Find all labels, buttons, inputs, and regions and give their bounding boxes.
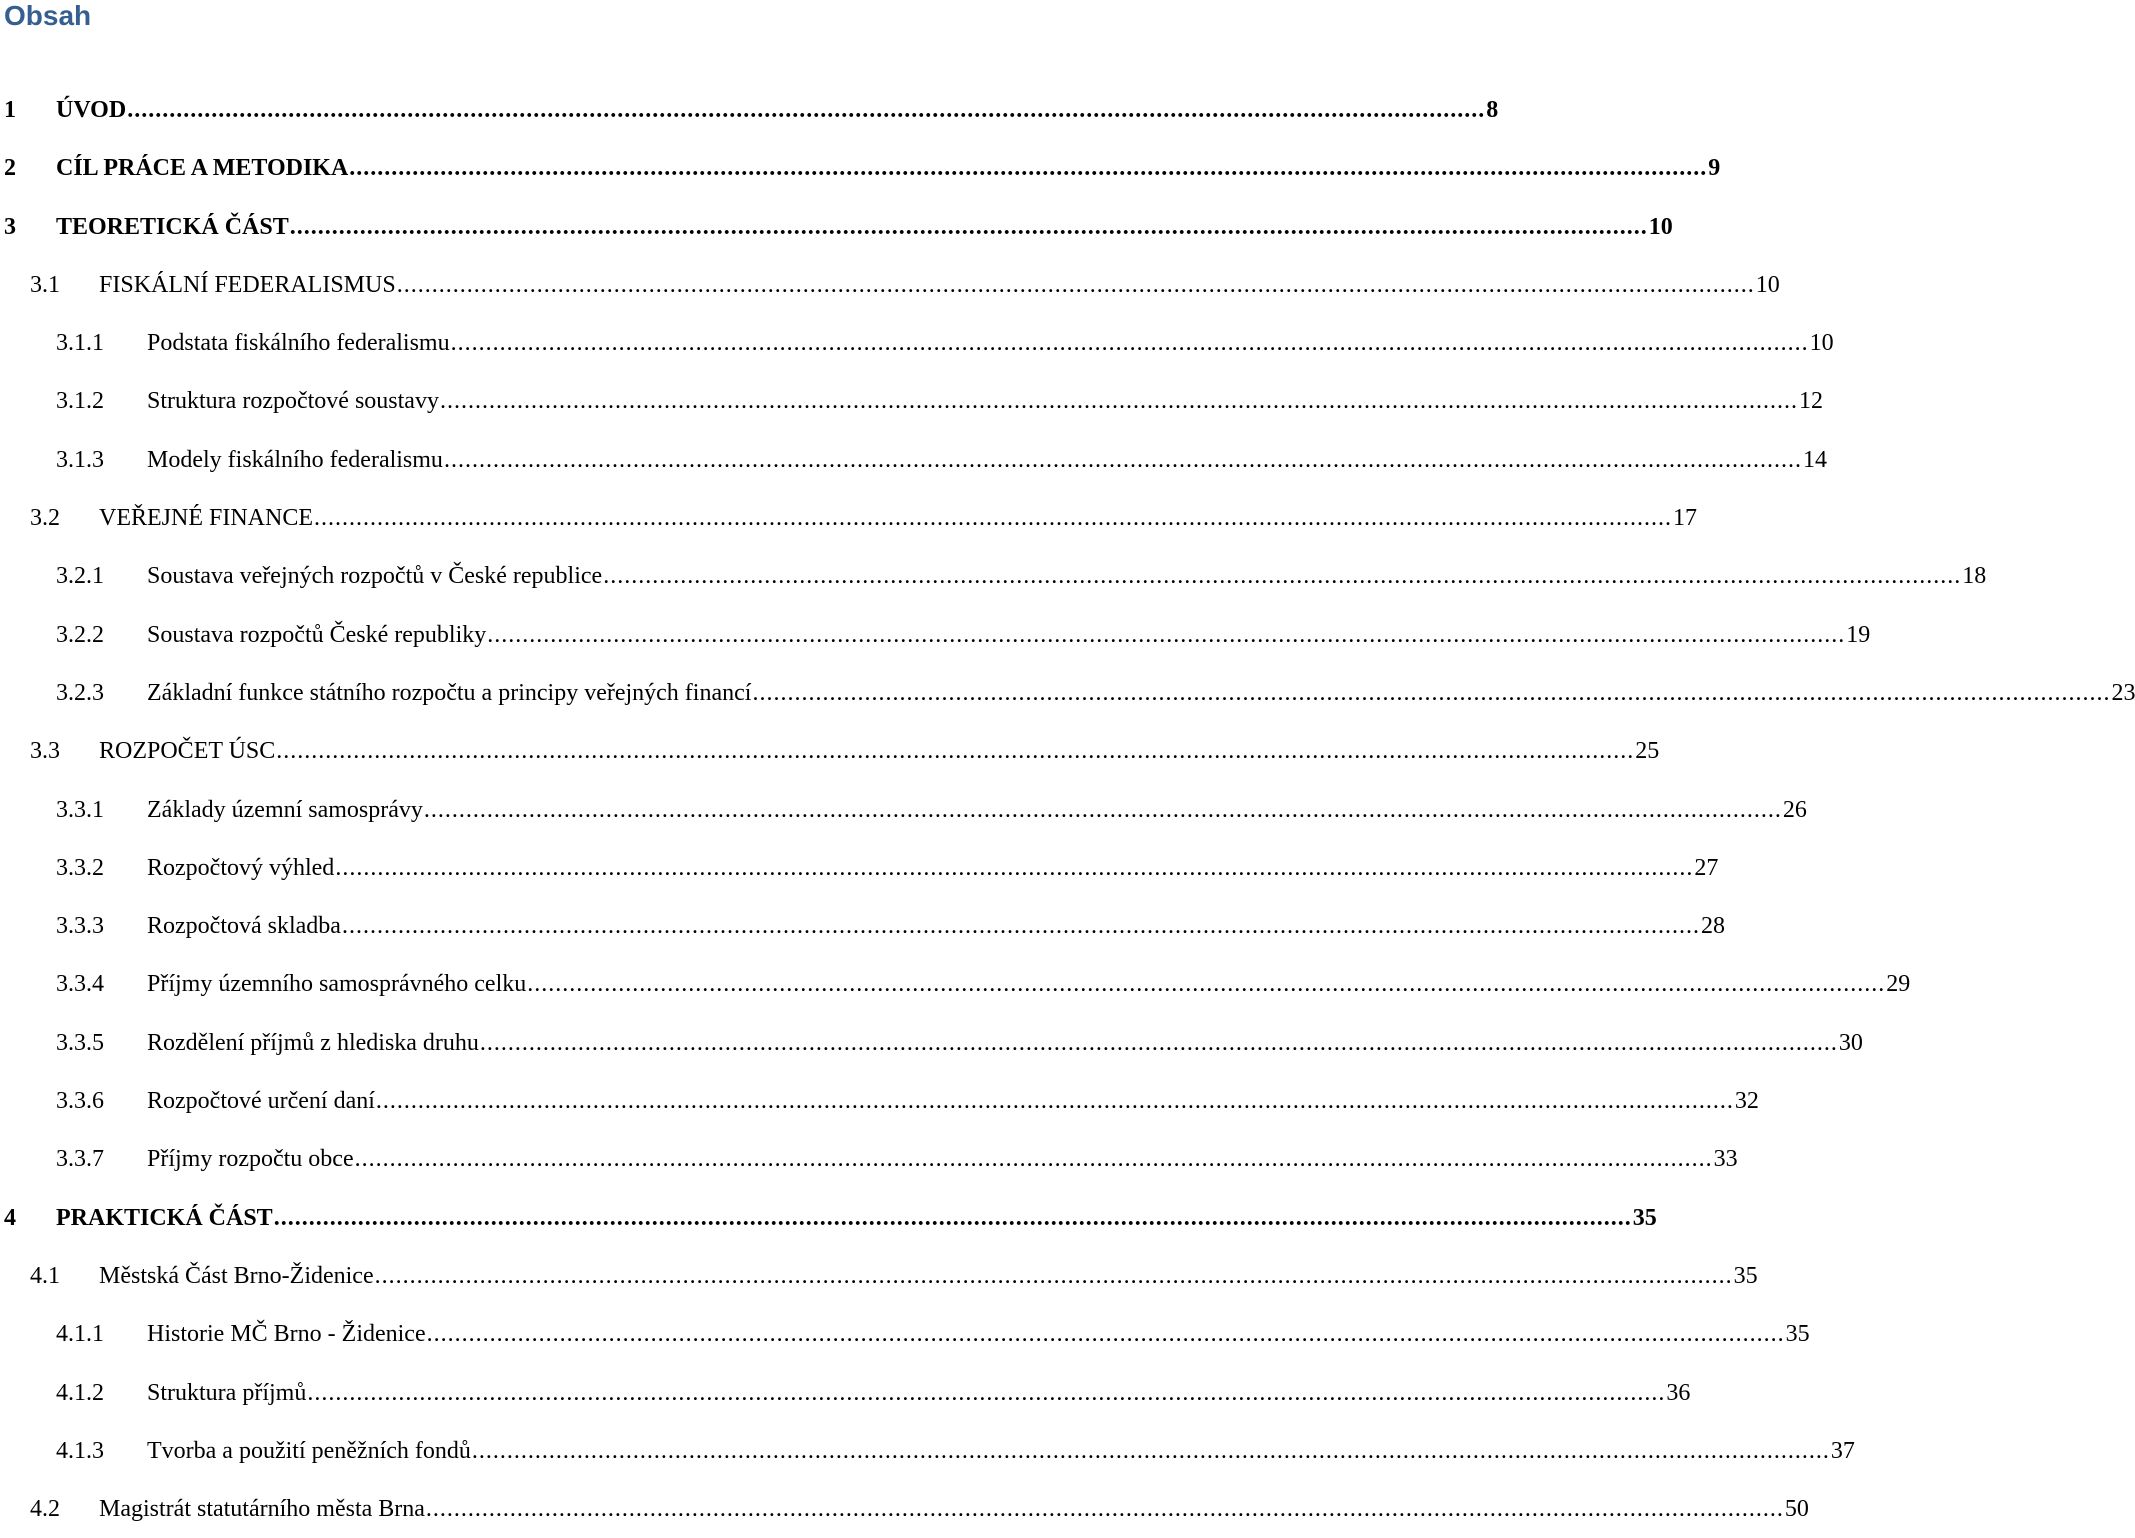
toc-entry-page: 26: [1782, 796, 1807, 823]
dot-leader: ..................................................................................................................................................................................................: [439, 388, 1798, 415]
toc-entry-title: Městská Část Brno-Židenice: [99, 1262, 374, 1289]
toc-entry-title: Magistrát statutárního města Brna: [99, 1496, 425, 1523]
toc-entry[interactable]: [0, 722, 1660, 780]
toc-entry[interactable]: [0, 897, 1725, 955]
toc-entry-number: 2: [4, 155, 16, 182]
toc-entry-number: 3.2.2: [56, 621, 104, 648]
toc-entry[interactable]: [0, 955, 1911, 1013]
dot-leader: ..................................................................................................................................................................................................: [375, 1088, 1734, 1115]
toc-entry-number: 4.1.3: [56, 1437, 104, 1464]
dot-leader: ..................................................................................................................................................................................................: [479, 1029, 1838, 1056]
table-of-contents: [0, 81, 2135, 1538]
toc-entry[interactable]: [0, 1305, 1810, 1363]
toc-entry-title: Podstata fiskálního federalismu: [147, 330, 450, 357]
toc-entry[interactable]: [0, 839, 1719, 897]
toc-entry-title: PRAKTICKÁ ČÁST: [56, 1204, 273, 1231]
toc-entry-title: Příjmy rozpočtu obce: [147, 1146, 354, 1173]
toc-entry-title: Modely fiskálního federalismu: [147, 446, 443, 473]
toc-entry-number: 3.2.1: [56, 563, 104, 590]
dot-leader: ..................................................................................................................................................................................................: [354, 1146, 1713, 1173]
dot-leader: ..................................................................................................................................................................................................: [423, 796, 1782, 823]
toc-entry-number: 3.3.7: [56, 1146, 104, 1173]
toc-entry[interactable]: [0, 1480, 1809, 1538]
dot-leader: ..................................................................................................................................................................................................: [603, 563, 1962, 590]
dot-leader: ..................................................................................................................................................................................................: [374, 1262, 1733, 1289]
toc-entry[interactable]: [0, 547, 1987, 605]
toc-entry[interactable]: [0, 1130, 1738, 1188]
toc-entry[interactable]: [0, 781, 1807, 839]
toc-entry-page: 23: [2111, 679, 2135, 706]
toc-entry[interactable]: [0, 139, 1721, 197]
toc-entry-title: ÚVOD: [56, 97, 127, 123]
toc-entry-number: 3.2.3: [56, 679, 104, 706]
toc-entry-page: 29: [1886, 971, 1911, 998]
toc-entry-title: Rozpočtový výhled: [147, 854, 335, 881]
toc-entry-number: 3.1.2: [56, 388, 104, 415]
toc-entry-number: 3.3.1: [56, 796, 104, 823]
toc-entry-page: 25: [1635, 738, 1660, 765]
toc-entry-title: Základní funkce státního rozpočtu a principy veřejných financí: [147, 679, 752, 706]
dot-leader: ..................................................................................................................................................................................................: [425, 1496, 1784, 1523]
toc-entry-page: 9: [1708, 155, 1721, 182]
toc-entry-number: 1: [4, 97, 16, 123]
toc-entry-number: 3.3.3: [56, 913, 104, 940]
toc-entry-page: 10: [1809, 330, 1834, 357]
toc-entry-title: Tvorba a použití peněžních fondů: [147, 1437, 471, 1464]
dot-leader: ..................................................................................................................................................................................................: [443, 446, 1802, 473]
toc-entry[interactable]: [0, 1014, 1863, 1072]
toc-entry-title: VEŘEJNÉ FINANCE: [99, 505, 313, 532]
toc-entry-title: Rozpočtová skladba: [147, 913, 341, 940]
toc-entry[interactable]: [0, 489, 1697, 547]
toc-entry-page: 35: [1733, 1262, 1758, 1289]
toc-entry-page: 30: [1838, 1029, 1863, 1056]
toc-entry-title: Rozpočtové určení daní: [147, 1088, 375, 1115]
toc-entry-page: 12: [1798, 388, 1823, 415]
toc-entry-title: Soustava veřejných rozpočtů v České republice: [147, 563, 603, 590]
dot-leader: ..................................................................................................................................................................................................: [471, 1437, 1830, 1464]
dot-leader: ..................................................................................................................................................................................................: [276, 738, 1635, 765]
dot-leader: ..................................................................................................................................................................................................: [307, 1379, 1666, 1406]
toc-entry-page: 18: [1962, 563, 1987, 590]
toc-heading: Obsah: [4, 0, 92, 31]
toc-entry-title: Příjmy územního samosprávného celku: [147, 971, 527, 998]
toc-entry-title: Rozdělení příjmů z hlediska druhu: [147, 1029, 479, 1056]
toc-entry-number: 3: [4, 213, 16, 240]
toc-entry-page: 10: [1648, 213, 1673, 240]
toc-entry-number: 3.3: [30, 738, 60, 765]
dot-leader: ..................................................................................................................................................................................................: [527, 971, 1886, 998]
toc-entry-number: 4: [4, 1204, 16, 1231]
toc-entry[interactable]: [0, 198, 1673, 256]
toc-entry-title: Struktura příjmů: [147, 1379, 307, 1406]
toc-entry-number: 3.3.4: [56, 971, 104, 998]
toc-entry[interactable]: [0, 1189, 1657, 1247]
toc-entry-number: 4.1: [30, 1262, 60, 1289]
toc-entry[interactable]: [0, 372, 1823, 430]
toc-entry[interactable]: [0, 431, 1827, 489]
toc-entry-page: 35: [1785, 1321, 1810, 1348]
toc-entry-page: 19: [1846, 621, 1871, 648]
dot-leader: ..................................................................................................................................................................................................: [349, 155, 1708, 182]
dot-leader: ..................................................................................................................................................................................................: [752, 679, 2111, 706]
toc-entry-title: Historie MČ Brno - Židenice: [147, 1321, 426, 1348]
toc-entry-page: 35: [1632, 1204, 1657, 1231]
toc-entry[interactable]: [0, 1247, 1758, 1305]
toc-entry-title: Struktura rozpočtové soustavy: [147, 388, 439, 415]
toc-entry-title: ROZPOČET ÚSC: [99, 738, 276, 765]
dot-leader: ..................................................................................................................................................................................................: [127, 97, 1486, 123]
toc-entry-number: 4.1.2: [56, 1379, 104, 1406]
toc-entry[interactable]: [0, 606, 1871, 664]
toc-entry[interactable]: [0, 1422, 1855, 1480]
toc-entry-title: Základy územní samosprávy: [147, 796, 423, 823]
toc-entry-number: 3.1.1: [56, 330, 104, 357]
toc-entry-page: 14: [1802, 446, 1827, 473]
toc-entry[interactable]: [0, 664, 2135, 722]
toc-entry-page: 28: [1700, 913, 1725, 940]
dot-leader: ..................................................................................................................................................................................................: [314, 505, 1672, 532]
toc-entry[interactable]: [0, 81, 1499, 139]
toc-entry-number: 3.1.3: [56, 446, 104, 473]
toc-entry-number: 4.2: [30, 1496, 60, 1523]
dot-leader: ..................................................................................................................................................................................................: [341, 913, 1700, 940]
toc-entry-title: CÍL PRÁCE A METODIKA: [56, 155, 349, 182]
toc-entry[interactable]: [0, 314, 1834, 372]
dot-leader: ..................................................................................................................................................................................................: [273, 1204, 1632, 1231]
toc-entry-page: 27: [1694, 854, 1719, 881]
dot-leader: ..................................................................................................................................................................................................: [487, 621, 1846, 648]
toc-entry-number: 3.3.2: [56, 854, 104, 881]
toc-entry-page: 17: [1673, 505, 1697, 532]
toc-entry-title: FISKÁLNÍ FEDERALISMUS: [99, 271, 396, 298]
toc-entry-number: 3.1: [30, 271, 60, 298]
dot-leader: ..................................................................................................................................................................................................: [289, 213, 1648, 240]
toc-entry-page: 8: [1486, 97, 1499, 123]
toc-entry-page: 50: [1784, 1496, 1809, 1523]
toc-entry-page: 36: [1666, 1379, 1691, 1406]
dot-leader: ..................................................................................................................................................................................................: [450, 330, 1809, 357]
dot-leader: ..................................................................................................................................................................................................: [396, 271, 1755, 298]
toc-entry[interactable]: [0, 1072, 1759, 1130]
toc-entry-page: 33: [1713, 1146, 1738, 1173]
toc-entry-page: 32: [1734, 1088, 1759, 1115]
toc-entry-page: 10: [1755, 271, 1780, 298]
toc-entry-number: 3.3.5: [56, 1029, 104, 1056]
toc-entry[interactable]: [0, 1364, 1691, 1422]
dot-leader: ..................................................................................................................................................................................................: [426, 1321, 1785, 1348]
dot-leader: ..................................................................................................................................................................................................: [335, 854, 1694, 881]
toc-entry[interactable]: [0, 256, 1780, 314]
toc-entry-number: 3.3.6: [56, 1088, 104, 1115]
toc-entry-page: 37: [1830, 1437, 1855, 1464]
toc-entry-title: Soustava rozpočtů České republiky: [147, 621, 487, 648]
toc-entry-title: TEORETICKÁ ČÁST: [56, 213, 289, 240]
toc-entry-number: 3.2: [30, 505, 60, 532]
toc-entry-number: 4.1.1: [56, 1321, 104, 1348]
